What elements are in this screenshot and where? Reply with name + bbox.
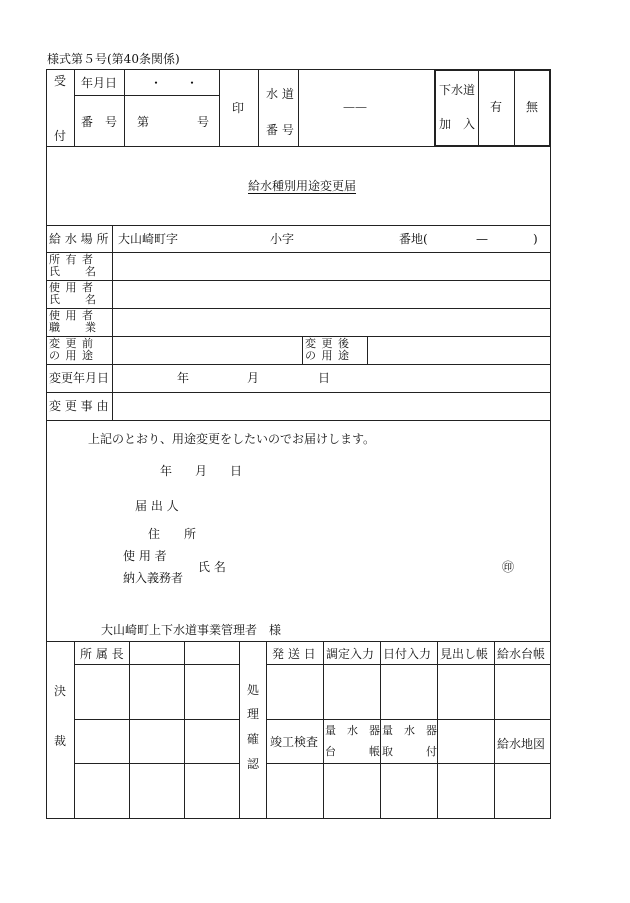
meter-ledger-2: 台 帳 [325,745,380,758]
location-town: 大山崎町字 [118,232,179,246]
process-char-4: 認 [247,757,260,771]
reception-number-prefix: 第 [137,115,150,129]
meter-install-1: 量 水 器 [382,724,437,737]
process-char-2: 理 [247,707,260,721]
reception-label-top: 受 [54,74,67,88]
location-dash: — [476,232,488,246]
water-map-label: 給水地図 [497,737,546,751]
location-banchi: 番地( [399,232,428,246]
sewer-label-2: 加 入 [439,117,476,131]
user-label-1: 使 用 者 [49,281,94,294]
sewer-label-1: 下水道 [439,83,476,97]
seal-mark: ㊞ [502,560,515,574]
form-title: 給水種別用途変更届 [248,179,357,193]
water-number-value: —— [343,100,367,114]
process-char-3: 確 [247,732,260,746]
header-assessment-input: 調定入力 [326,647,375,661]
name-label: 氏 名 [198,560,226,574]
occupation-label-1: 使 用 者 [49,309,94,322]
header-index-book: 見出し帳 [440,647,489,661]
location-close: ) [533,232,538,246]
reception-number-label: 番 号 [81,115,118,129]
after-label-2: の 用 途 [305,349,350,362]
reception-number-suffix: 号 [197,115,210,129]
declaration-year: 年 [160,464,173,478]
chief-label: 所 属 長 [80,647,124,661]
before-label-1: 変 更 前 [49,337,94,350]
applicant-label: 届 出 人 [135,499,179,513]
address-label: 住 所 [148,527,197,541]
change-date-day: 日 [318,371,331,385]
main-form [46,146,551,642]
meter-install-2: 取 付 [382,745,437,758]
declaration-month: 月 [195,464,208,478]
completion-label: 竣工検査 [270,735,319,749]
applicant-user-label: 使 用 者 [123,549,167,563]
decision-top: 決 [54,684,67,698]
user-label-2: 氏 名 [49,293,97,306]
after-label-1: 変 更 後 [305,337,350,350]
reception-date-value: ・ ・ [150,76,205,90]
decision-bottom: 裁 [54,734,67,748]
taxpayer-label: 納入義務者 [123,571,184,585]
change-date-year: 年 [177,371,190,385]
reception-date-label: 年月日 [81,76,118,90]
change-date-month: 月 [247,371,260,385]
header-date-input: 日付入力 [383,647,432,661]
declaration-statement: 上記のとおり、用途変更をしたいのでお届けします。 [88,432,376,446]
reason-label: 変 更 事 由 [49,399,109,413]
meter-ledger-1: 量 水 器 [325,724,380,737]
sewer-yes: 有 [490,100,503,114]
declaration-day: 日 [230,464,243,478]
seal-label: 印 [232,101,245,115]
change-date-label: 変更年月日 [49,371,110,385]
process-char-1: 処 [247,683,260,697]
water-number-label-2: 番 号 [266,123,294,137]
owner-label-2: 氏 名 [49,265,97,278]
form-number: 様式第５号(第40条関係) [47,52,180,66]
reception-label-bottom: 付 [54,129,67,143]
sewer-no: 無 [526,100,539,114]
water-number-label-1: 水 道 [266,87,294,101]
owner-label-1: 所 有 者 [49,253,94,266]
occupation-label-2: 職 業 [49,321,97,334]
header-send-date: 発 送 日 [272,647,316,661]
header-water-ledger: 給水台帳 [497,647,546,661]
location-label: 給 水 場 所 [49,232,109,246]
before-label-2: の 用 途 [49,349,94,362]
location-koaza: 小字 [270,232,295,246]
addressee: 大山崎町上下水道事業管理者 様 [101,623,282,637]
